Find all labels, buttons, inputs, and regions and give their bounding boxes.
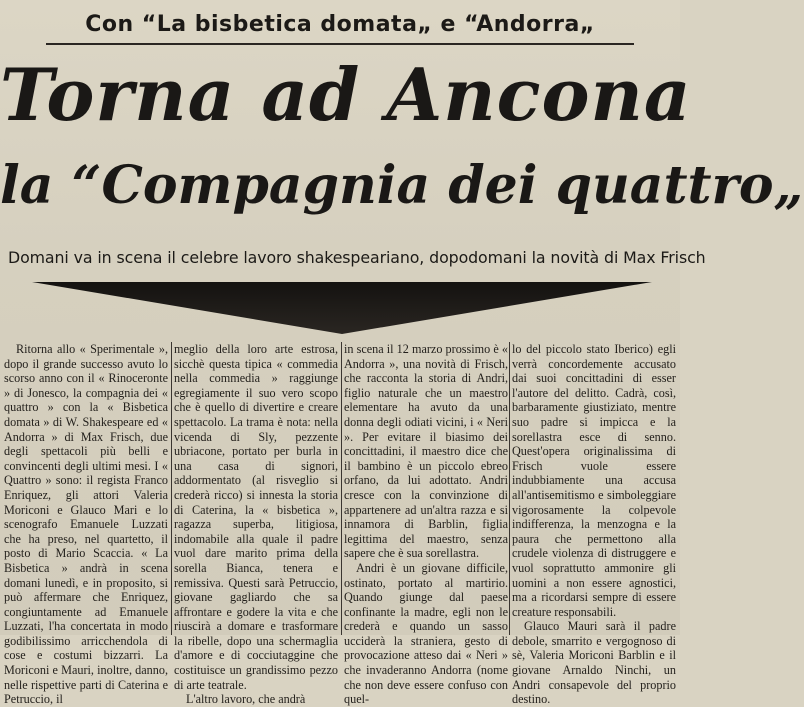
article-column-2 (174, 342, 338, 707)
article-column-4 (512, 342, 676, 707)
column-2-paragraph-1: meglio della loro arte estrosa, sicchè questa tipica « commedia nella commedia » raggiunge egregiamente il suo vero scopo che è quello di divertire e creare spettacolo. La trama è nota: nella vicenda di Sly, pezzente ubriacone, portato per burla in una casa di signori, addormentato (al risveglio si crederà ricco) si innesta la storia di Caterina, la « bisbetica », ragazza superba, litigiosa, indomabile alla quale il padre vuol dare marito prima della sorella Bianca, tenera e remissiva. Questi sarà Petruccio, giovane gagliardo che sa affrontare e godere la vita e che riuscirà a domare e trasformare la ribelle, dopo una schermaglia d'amore e di cocciutaggine che costituisce un grandissimo pezzo di arte teatrale. (174, 342, 338, 692)
article-body (4, 342, 676, 707)
subtitle: Domani va in scena il celebre lavoro shakespeariano, dopodomani la novità di Max Frisch (8, 248, 706, 267)
headline-line-2: la “Compagnia dei quattro„ (0, 155, 804, 216)
column-2-paragraph-2: L'altro lavoro, che andrà (186, 692, 306, 707)
column-3-paragraph-2: Andri è un giovane difficile, ostinato, portato al martirio. Quando giunge dal paese confinante la madre, egli non le crederà e quando un sasso ucciderà la straniera, gesto di provocazione atteso dai « Neri » che invaderanno Andorra (nome che non deve essere confuso con quel- (344, 560, 508, 707)
column-divider-1 (171, 342, 172, 635)
kicker-headline: Con “La bisbetica domata„ e “Andorra„ (85, 12, 595, 37)
column-4-paragraph-1: lo del piccolo stato Iberico) egli verrà concordemente accusato dai suoi concittadini di esser l'autore del delitto. Cadrà, così, barbaramente giustiziato, mentre suo padre si impicca e la sorellastra esce di senno. Quest'opera originalissima di Frisch vuole essere indubbiamente una accusa all'antisemitismo e simboleggiare vigorosamente la colpevole indifferenza, la menzogna e la paura che permettono alla crudele violenza di distruggere e vuol soprattutto ammonire gli uomini a non essere agnostici, ma a ricordarsi sempre di essere creature responsabili. (512, 342, 676, 619)
headline-line-1: Torna ad Ancona (0, 52, 692, 137)
decorative-wedge (32, 280, 652, 336)
column-4-paragraph-2: Glauco Mauri sarà il padre debole, smarrito e vergognoso di sè, Valeria Moriconi Barblin e il giovane Arnaldo Ninchi, un Andri consapevole del proprio destino. (512, 619, 676, 707)
column-3-paragraph-1: in scena il 12 marzo prossimo è « Andorra », una novità di Frisch, che racconta la storia di Andri, figlio naturale che un maestro elementare ha avuto da una donna degli odiati vicini, i « Neri ». Per evitare il biasimo dei concittadini, il maestro dice che il bambino è un piccolo ebreo orfano, da lui adottato. Andri cresce con la convinzione di appartenere ad un'altra razza e si innamora di Barblin, figlia legittima del maestro, senza sapere che è sua sorellastra. (344, 342, 508, 561)
column-1-paragraph-1: Ritorna allo « Sperimentale », dopo il grande successo avuto lo scorso anno con il « Rinoceronte » di Jonesco, la compagnia dei « quattro » con la « Bisbetica domata » di W. Shakespeare ed « Andorra » di Max Frisch, due degli spettacoli più belli e convincenti degli ultimi mesi. I « Quattro » sono: il regista Franco Enriquez, gli attori Valeria Moriconi e Glauco Mari e lo scenografo Emanuele Luzzati che ha preso, nel quartetto, il posto di Mario Scaccia. « La Bisbetica » andrà in scena domani lunedì, e in proposito, si può affermare che Enriquez, congiuntamente ad Emanuele Luzzati, l'ha concertata in modo godibilissimo arricchendola di cose e costumi bizzarri. La Moriconi e Mauri, inoltre, danno, nelle rispettive parti di Caterina e Petruccio, il (4, 342, 168, 707)
article-column-3 (344, 342, 508, 707)
column-divider-3 (509, 342, 510, 635)
article-column-1 (4, 342, 168, 707)
wedge-shape (32, 280, 652, 336)
kicker-rule (46, 43, 634, 45)
column-divider-2 (341, 342, 342, 635)
